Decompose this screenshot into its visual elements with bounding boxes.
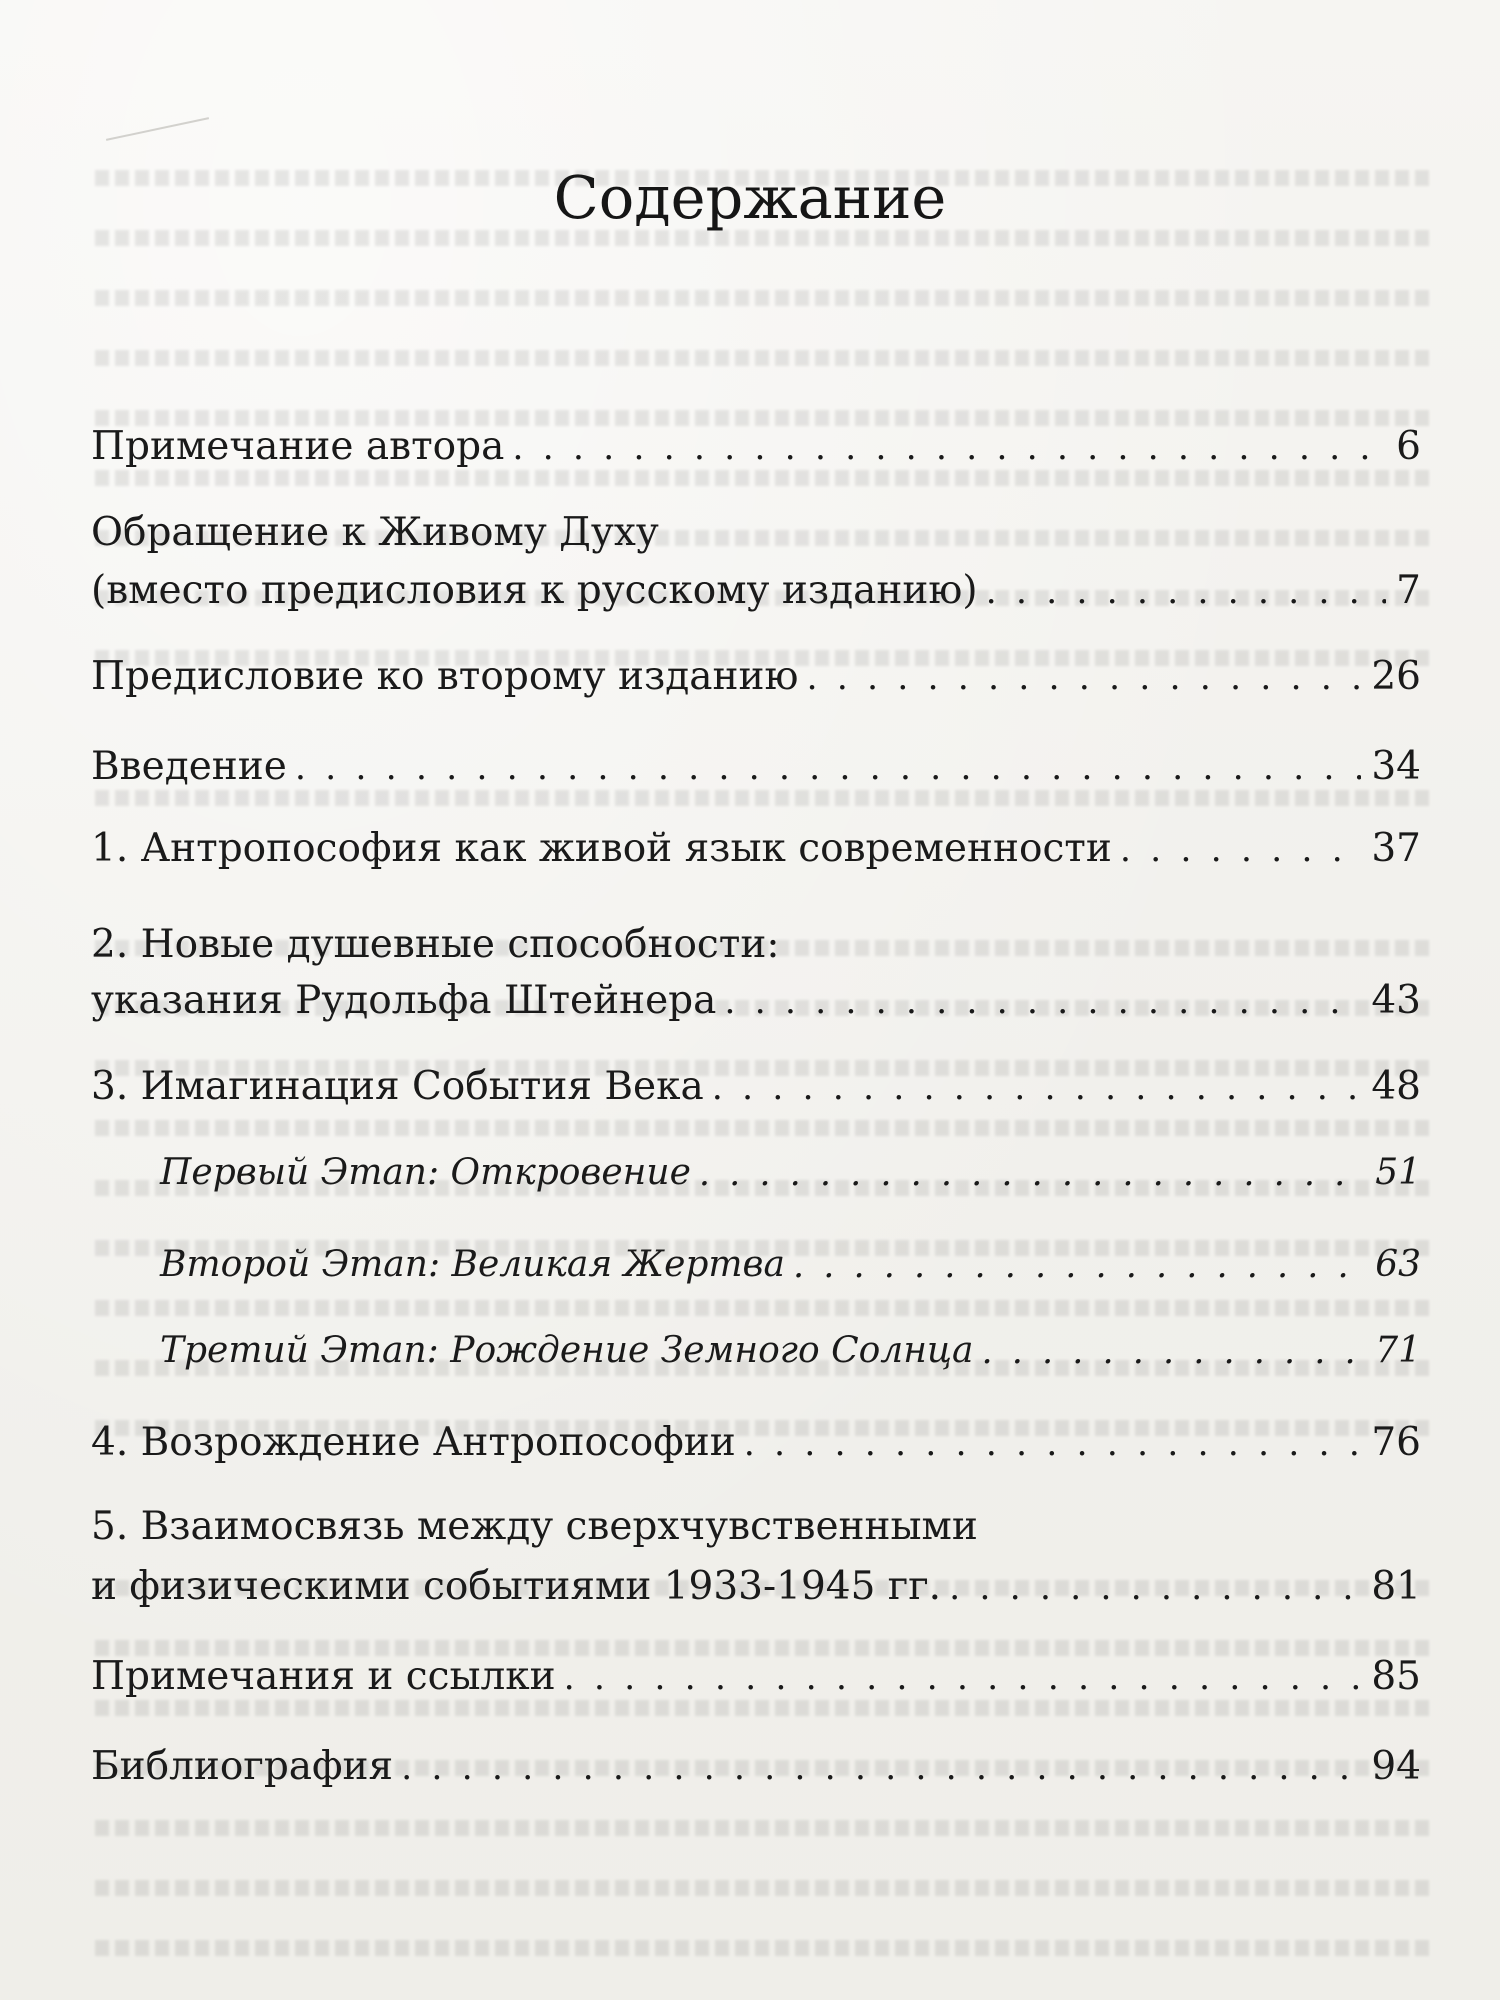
toc-entry[interactable] — [91, 1740, 1421, 1794]
dot-leader — [699, 1159, 1365, 1189]
dot-leader — [793, 1251, 1365, 1281]
toc-entry-title: и физическими событиями 1933-1945 гг. — [91, 1564, 942, 1609]
toc-entry-title: Первый Этап: Откровение — [160, 1152, 691, 1193]
toc-entry-page: 48 — [1371, 1064, 1421, 1109]
toc-entry-page: 26 — [1371, 654, 1421, 699]
page-title: Содержание — [553, 163, 947, 232]
dot-leader — [724, 987, 1361, 1017]
toc-entry[interactable] — [91, 650, 1421, 704]
dot-leader — [982, 1337, 1366, 1367]
dot-leader — [564, 1663, 1362, 1693]
toc-entry-title: Третий Этап: Рождение Земного Солнца — [160, 1330, 974, 1371]
toc-entry-title: Примечания и ссылки — [91, 1654, 556, 1699]
dot-leader — [295, 753, 1362, 783]
toc-entry[interactable] — [91, 740, 1421, 794]
dot-leader — [712, 1073, 1362, 1103]
dot-leader — [986, 577, 1387, 607]
toc-entry-page: 76 — [1371, 1420, 1421, 1465]
toc-entry-page: 51 — [1375, 1152, 1421, 1193]
toc-subentry[interactable] — [160, 1238, 1421, 1292]
toc-entry[interactable] — [91, 974, 1421, 1028]
toc-subentry[interactable] — [160, 1146, 1421, 1200]
toc-entry[interactable] — [91, 822, 1421, 876]
toc-entry-title-line1[interactable]: 2. Новые душевные способности: — [91, 922, 780, 967]
toc-entry-title: Примечание автора — [91, 424, 505, 469]
table-of-contents — [91, 0, 1421, 2000]
toc-entry-page: 34 — [1371, 744, 1421, 789]
toc-entry[interactable] — [91, 1060, 1421, 1114]
toc-entry-page: 7 — [1396, 568, 1421, 613]
toc-entry-page: 6 — [1396, 424, 1421, 469]
dot-leader — [744, 1429, 1362, 1459]
toc-entry-title: Предисловие ко второму изданию — [91, 654, 799, 699]
toc-entry-title: 4. Возрождение Антропософии — [91, 1420, 736, 1465]
toc-subentry[interactable] — [160, 1324, 1421, 1378]
dot-leader — [1120, 835, 1361, 865]
toc-entry-title: Введение — [91, 744, 287, 789]
toc-entry-title-line1[interactable]: 5. Взаимосвязь между сверхчувственными — [91, 1504, 978, 1549]
toc-entry[interactable] — [91, 1650, 1421, 1704]
toc-entry[interactable] — [91, 1416, 1421, 1470]
toc-entry[interactable] — [91, 1560, 1421, 1614]
toc-entry-title: (вместо предисловия к русскому изданию) — [91, 568, 978, 613]
toc-entry-title: Второй Этап: Великая Жертва — [160, 1244, 785, 1285]
toc-entry-page: 43 — [1371, 978, 1421, 1023]
toc-entry-title-line1[interactable]: Обращение к Живому Духу — [91, 510, 659, 555]
toc-entry-page: 81 — [1371, 1564, 1421, 1609]
toc-entry-page: 71 — [1375, 1330, 1421, 1371]
dot-leader — [806, 663, 1361, 693]
dot-leader — [401, 1753, 1361, 1783]
toc-entry-title: Библиография — [91, 1744, 394, 1789]
toc-entry-title: указания Рудольфа Штейнера — [91, 978, 717, 1023]
toc-entry-page: 37 — [1371, 826, 1421, 871]
toc-entry-page: 94 — [1371, 1744, 1421, 1789]
toc-entry[interactable] — [91, 420, 1421, 474]
toc-entry-title: 1. Антропософия как живой язык современности — [91, 826, 1112, 871]
dot-leader — [512, 433, 1386, 463]
dot-leader — [949, 1573, 1361, 1603]
toc-entry-title: 3. Имагинация События Века — [91, 1064, 704, 1109]
toc-entry-page: 63 — [1375, 1244, 1421, 1285]
toc-entry-page: 85 — [1371, 1654, 1421, 1699]
toc-entry[interactable] — [91, 564, 1421, 618]
